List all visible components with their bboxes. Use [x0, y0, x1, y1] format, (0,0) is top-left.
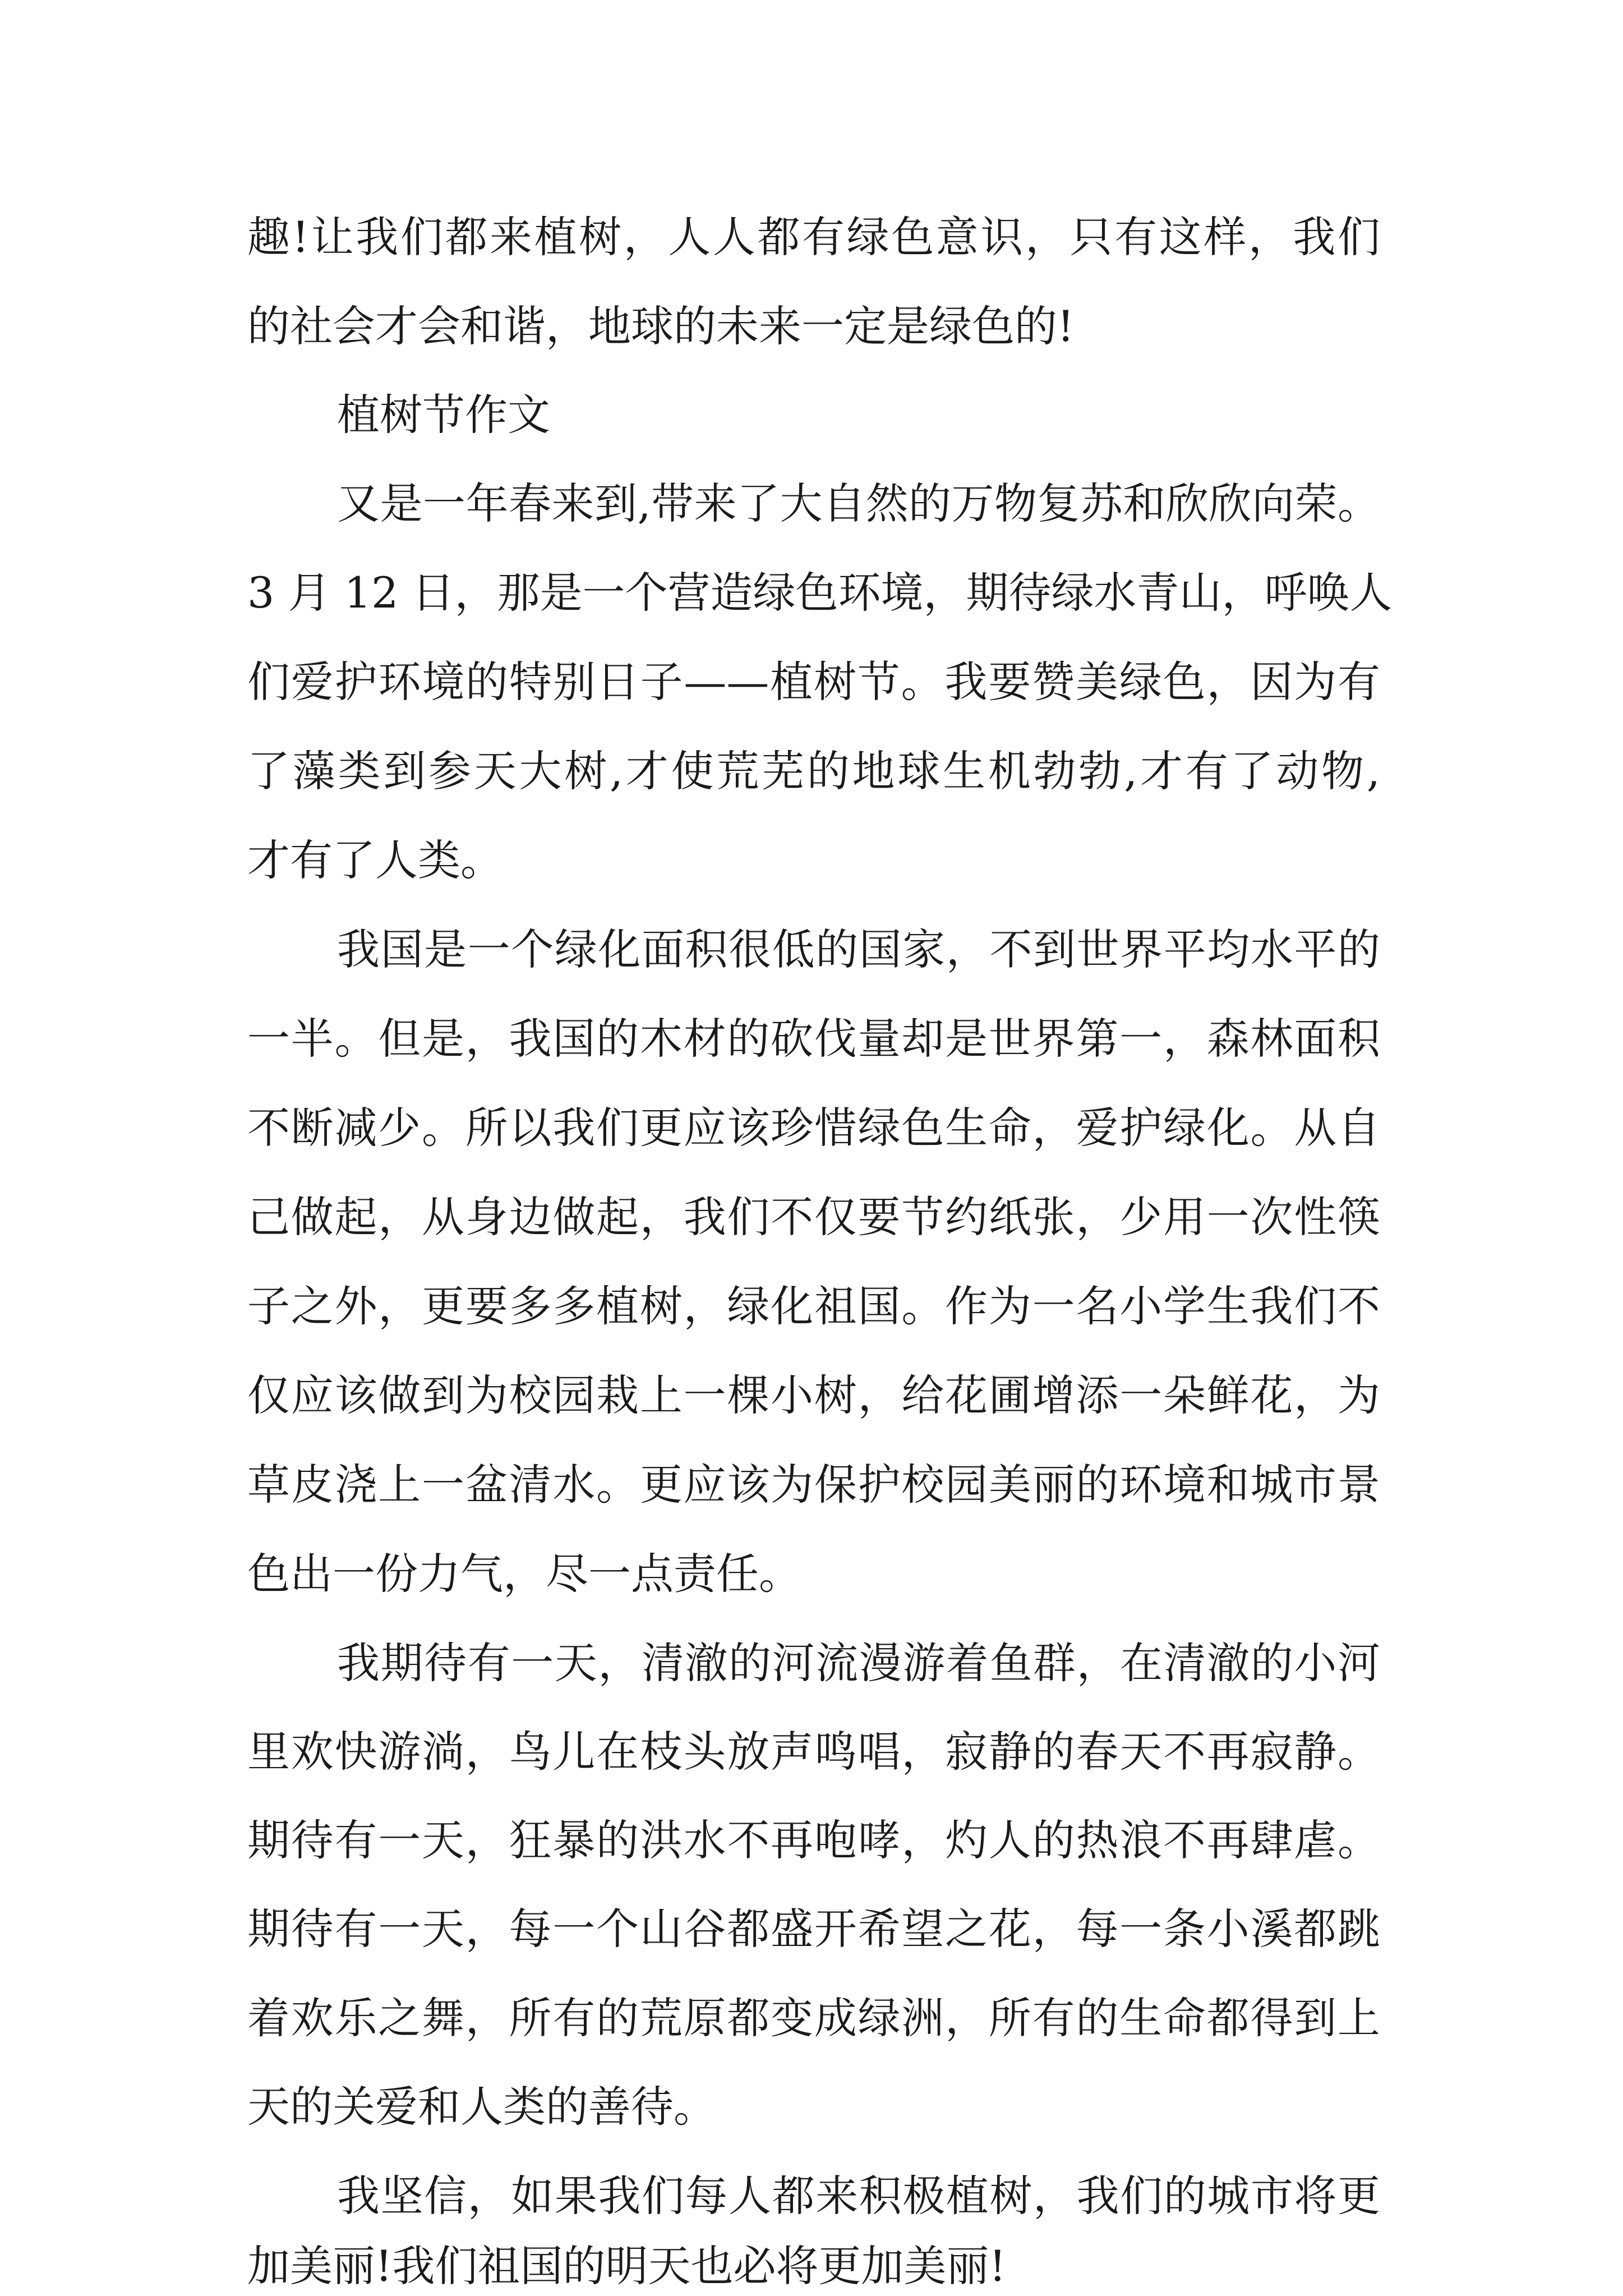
text-line-22: 天的关爱和人类的善待。: [247, 2082, 716, 2132]
text-line-13: 子之外，更要多多植树，绿化祖国。作为一名小学生我们不: [247, 1281, 1380, 1331]
text-line-9: 我国是一个绿化面积很低的国家，不到世界平均水平的: [337, 924, 1380, 974]
text-line-7: 了藻类到参天大树,才使荒芜的地球生机勃勃,才有了动物,: [247, 746, 1380, 796]
text-line-18: 里欢快游淌，鸟儿在枝头放声鸣唱，寂静的春天不再寂静。: [247, 1727, 1380, 1777]
text-line-15: 草皮浇上一盆清水。更应该为保护校园美丽的环境和城市景: [247, 1460, 1380, 1510]
text-line-12: 己做起，从身边做起，我们不仅要节约纸张，少用一次性筷: [247, 1192, 1380, 1242]
text-line-5: 3 月 12 日，那是一个营造绿色环境，期待绿水青山，呼唤人: [247, 568, 1393, 618]
text-line-19: 期待有一天，狂暴的洪水不再咆哮，灼人的热浪不再肆虐。: [247, 1815, 1380, 1865]
text-line-11: 不断减少。所以我们更应该珍惜绿色生命，爱护绿化。从自: [247, 1103, 1380, 1153]
text-line-24: 加美丽!我们祖国的明天也必将更加美丽!: [247, 2241, 1007, 2291]
text-line-17: 我期待有一天，清澈的河流漫游着鱼群，在清澈的小河: [337, 1638, 1380, 1688]
text-line-21: 着欢乐之舞，所有的荒原都变成绿洲，所有的生命都得到上: [247, 1993, 1380, 2043]
section-heading: 植树节作文: [337, 390, 550, 440]
text-line-4: 又是一年春来到,带来了大自然的万物复苏和欣欣向荣。: [337, 478, 1380, 528]
text-line-14: 仅应该做到为校园栽上一棵小树，给花圃增添一朵鲜花，为: [247, 1370, 1380, 1420]
text-line-8: 才有了人类。: [247, 835, 503, 885]
text-line-20: 期待有一天，每一个山谷都盛开希望之花，每一条小溪都跳: [247, 1904, 1380, 1954]
text-line-6: 们爱护环境的特别日子——植树节。我要赞美绿色，因为有: [247, 657, 1380, 707]
text-line-23: 我坚信，如果我们每人都来积极植树，我们的城市将更: [337, 2171, 1380, 2221]
text-line-10: 一半。但是，我国的木材的砍伐量却是世界第一，森林面积: [247, 1014, 1380, 1064]
text-line-2: 的社会才会和谐，地球的未来一定是绿色的!: [247, 301, 1075, 351]
text-line-16: 色出一份力气，尽一点责任。: [247, 1549, 801, 1599]
text-line-1: 趣!让我们都来植树，人人都有绿色意识，只有这样，我们: [247, 212, 1380, 262]
